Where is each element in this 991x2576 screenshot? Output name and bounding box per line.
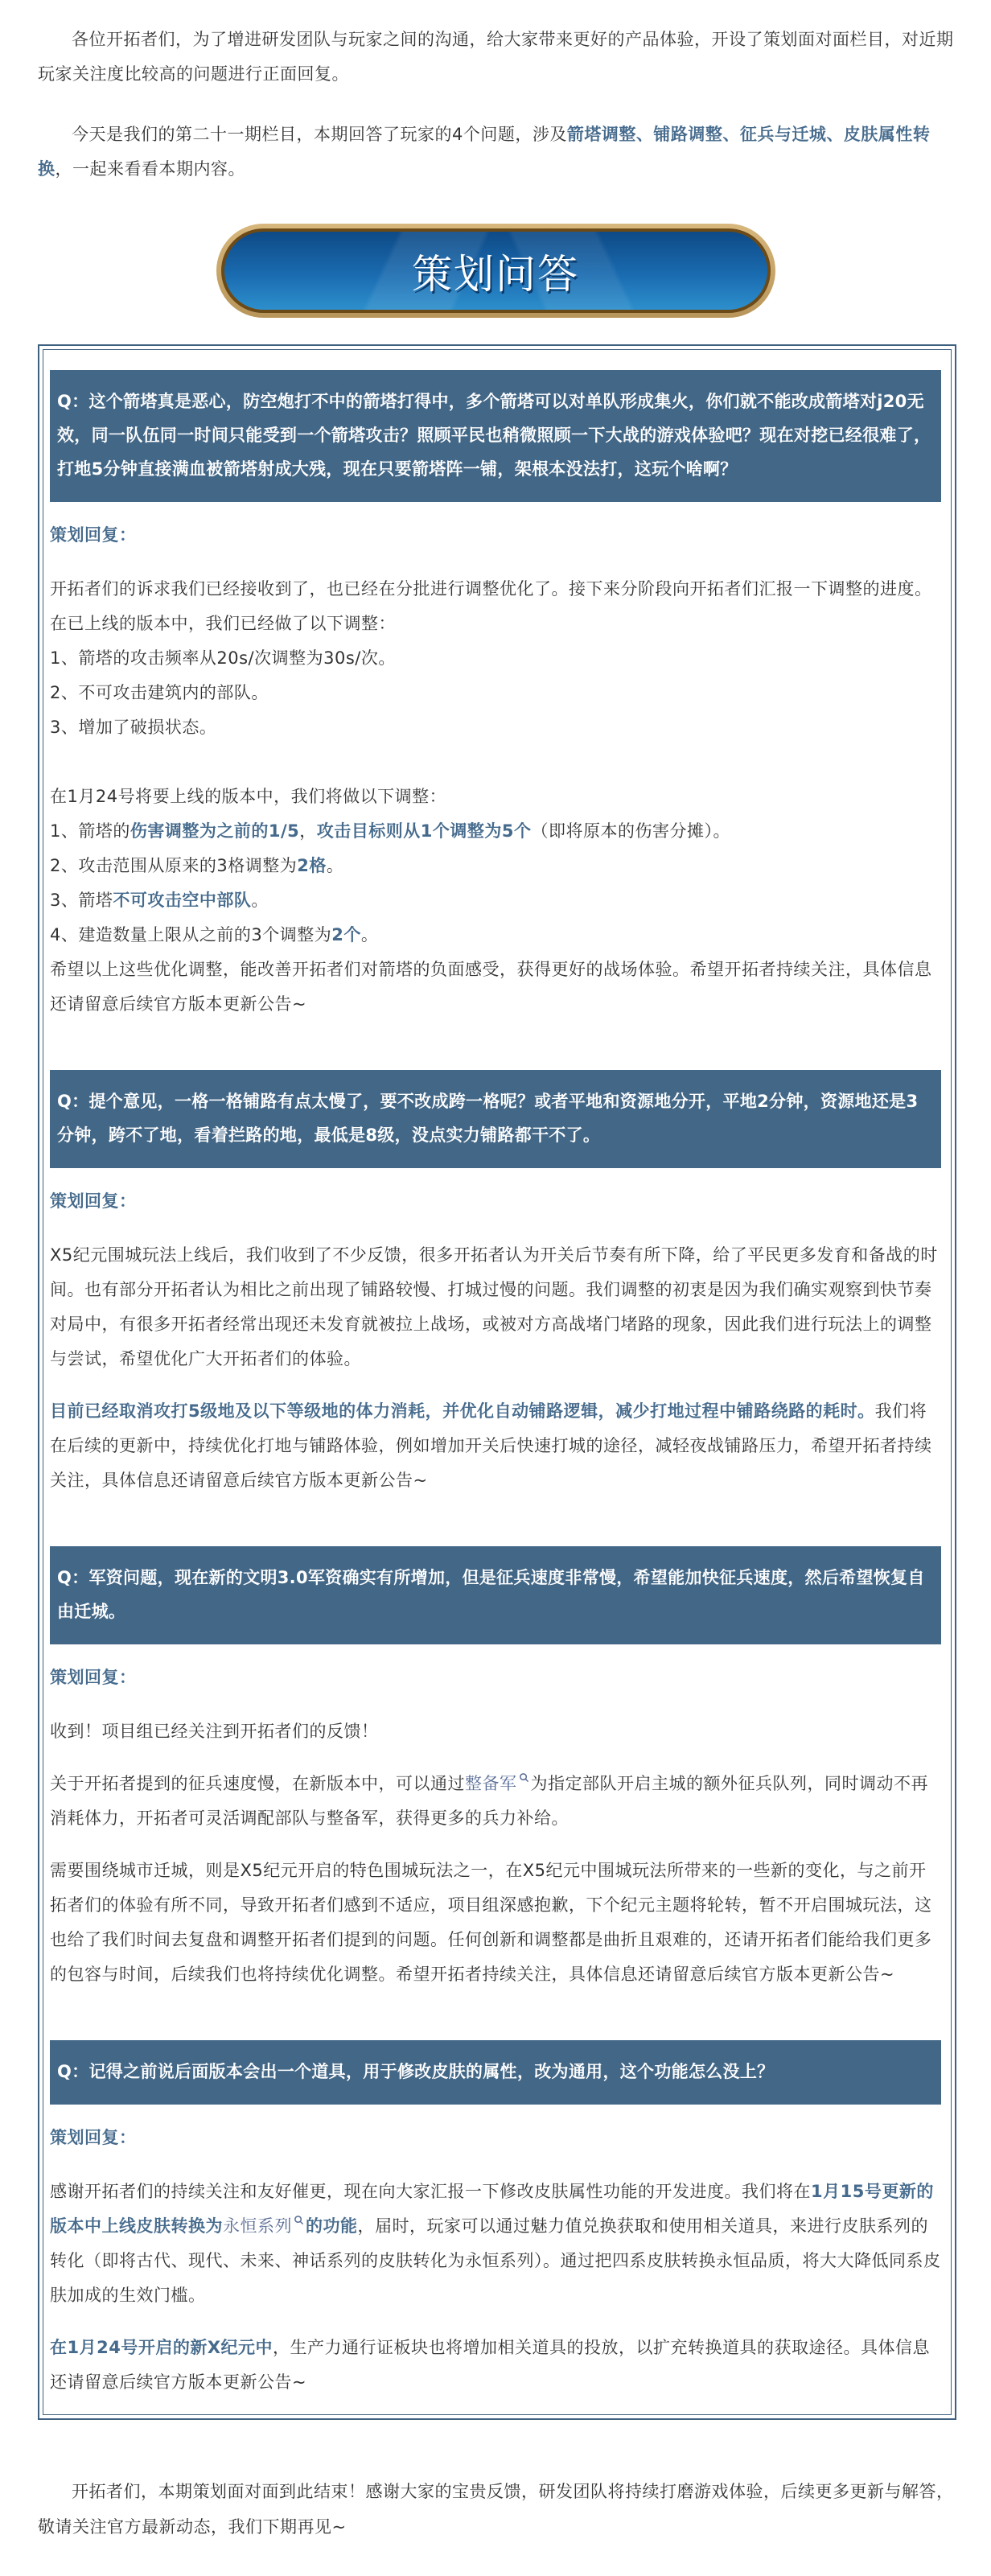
banner-body [221, 228, 771, 313]
answer-paragraph [50, 1767, 941, 1836]
text: 2、攻击范围从原来的3格调整为 [50, 856, 298, 875]
answer-paragraph [50, 1394, 941, 1498]
question-box [50, 370, 941, 502]
text: ，届时，玩家可以通过魅力值兑换获取和使用相关道具，来进行皮肤系列的转化（即将古代、现代、未来、神话系列的皮肤转化为永恒系列）。通过把四系皮肤转换永恒品质，将大大降低同系皮肤加成的生效门槛。 [50, 2216, 941, 2305]
answer-paragraph [50, 2175, 941, 2313]
highlight: 目前已经取消攻打5级地及以下等级地的体力消耗，并优化自动铺路逻辑，减少打地过程中铺路绕路的耗时。 [50, 1401, 875, 1421]
topics-highlight: 箭塔调整、铺路调整、征兵与迁城、皮肤属性转换 [38, 125, 931, 179]
text: 。 [360, 925, 379, 944]
list-item: 2、不可攻击建筑内的部队。 [50, 683, 269, 702]
link-reserve-army[interactable]: 整备军 [465, 1774, 517, 1793]
intro-paragraph-1: 各位开拓者们，为了增进研发团队与玩家之间的沟通，给大家带来更好的产品体验，开设了策划面对面栏目，对近期玩家关注度比较高的问题进行正面回复。 [38, 30, 954, 84]
closing-section [38, 2474, 956, 2545]
question-text: Q：提个意见，一格一格铺路有点太慢了，要不改成跨一格呢？或者平地和资源地分开，平地2分钟，资源地还是3分钟，跨不了地，看着拦路的地，最低是8级，没点实力铺路都干不了。 [57, 1092, 919, 1145]
answer-paragraph: X5纪元围城玩法上线后，我们收到了不少反馈，很多开拓者认为开关后节奏有所下降，给了平民更多发育和备战的时间。也有部分开拓者认为相比之前出现了铺路较慢、打城过慢的问题。我们调整的初衷是因为我们确实观察到快节奏对局中，有很多开拓者经常出现还未发育就被拉上战场，或被对方高战堵门堵路的现象，因此我们进行玩法上的调整与尝试，希望优化广大开拓者们的体验。 [50, 1245, 938, 1368]
question-text: Q：记得之前说后面版本会出一个道具，用于修改皮肤的属性，改为通用，这个功能怎么没上？ [57, 2062, 775, 2081]
spacer [50, 2313, 941, 2331]
text: ， [299, 821, 317, 841]
highlight: 不可攻击空中部队 [113, 891, 252, 910]
answer-paragraph: 开拓者们的诉求我们已经接收到了，也已经在分批进行调整优化了。接下来分阶段向开拓者们汇报一下调整的进度。在已上线的版本中，我们已经做了以下调整： [50, 579, 932, 633]
qa-item-road-paving [50, 1070, 941, 1498]
highlight: 2个 [331, 925, 361, 944]
banner-title: 策划问答 [412, 250, 579, 298]
section-banner [38, 224, 956, 318]
search-icon[interactable] [294, 2215, 304, 2225]
question-text: Q：这个箭塔真是恶心，防空炮打不中的箭塔打得中，多个箭塔可以对单队形成集火，你们就不能改成箭塔对j20无效，同一队伍同一时间只能受到一个箭塔攻击？照顾平民也稍微照顾一下大战的游戏体验吧？现在对挖已经很难了，打地5分钟直接满血被箭塔射成大残，现在只要箭塔阵一铺，架根本没法打，这玩个啥啊？ [57, 392, 931, 479]
answer-paragraph: 需要围绕城市迁城，则是X5纪元开启的特色围城玩法之一，在X5纪元中围城玩法所带来的一些新的变化，与之前开拓者们的体验有所不同，导致开拓者们感到不适应，项目组深感抱歉，下个纪元主题将轮转，暂不开启围城玩法，这也给了我们时间去复盘和调整开拓者们提到的问题。任何创新和调整都是曲折且艰难的，还请开拓者们能给我们更多的包容与时间，后续我们也将持续优化调整。希望开拓者持续关注，具体信息还请留意后续官方版本更新公告~ [50, 1861, 932, 1984]
highlight: 1月15号更新的版本中上线皮肤转换为 [50, 2182, 934, 2236]
reply-label: 策划回复： [50, 1668, 137, 1687]
reply-label: 策划回复： [50, 525, 137, 545]
answer [50, 572, 941, 1022]
qa-item-skin-conversion [50, 2040, 941, 2400]
question-box [50, 1546, 941, 1644]
list-item: 3、增加了破损状态。 [50, 718, 217, 737]
answer-paragraph: 在1月24号将要上线的版本中，我们将做以下调整： [50, 787, 447, 806]
text: 为指定部队开启主城的额外征兵队列，同时调动不再消耗体力，开拓者可灵活调配部队与整备军，获得更多的兵力补给。 [50, 1774, 928, 1828]
spacer [50, 1836, 941, 1854]
answer-paragraph [50, 2331, 941, 2400]
text: 1、箭塔的 [50, 821, 130, 841]
answer [50, 2175, 941, 2400]
text: 4、建造数量上限从之前的3个调整为 [50, 925, 332, 944]
text: 。 [251, 891, 269, 910]
text: 我们将在后续的更新中，持续优化打地与铺路体验，例如增加开关后快速打城的途径，减轻夜战铺路压力，希望开拓者持续关注，具体信息还请留意后续官方版本更新公告~ [50, 1401, 932, 1490]
reply-label: 策划回复： [50, 1191, 137, 1211]
closing-paragraph: 开拓者们，本期策划面对面到此结束！感谢大家的宝贵反馈，研发团队将持续打磨游戏体验，后续更多更新与解答，敬请关注官方最新动态，我们下期再见~ [38, 2482, 954, 2537]
highlight: 在1月24号开启的新X纪元中 [50, 2338, 273, 2357]
reply-label: 策划回复： [50, 2128, 137, 2147]
qa-frame-inner [43, 349, 952, 2415]
text: 感谢开拓者们的持续关注和友好催更，现在向大家汇报一下修改皮肤属性功能的开发进度。我们将在 [50, 2182, 811, 2201]
intro-text: 今天是我们的第二十一期栏目，本期回答了玩家的4个问题，涉及 [72, 125, 567, 144]
intro-section [38, 23, 956, 187]
list-item: 1、箭塔的攻击频率从20s/次调整为30s/次。 [50, 648, 396, 668]
link-eternal-series[interactable]: 永恒系列 [223, 2216, 292, 2236]
highlight: 的功能 [306, 2216, 358, 2236]
list-item [50, 883, 941, 918]
question-box [50, 2040, 941, 2105]
search-icon[interactable] [519, 1772, 529, 1783]
text: 关于开拓者提到的征兵速度慢，在新版本中，可以通过 [50, 1774, 465, 1793]
answer-paragraph: 收到！项目组已经关注到开拓者们的反馈！ [50, 1722, 379, 1741]
highlight: 攻击目标则从1个调整为5个 [316, 821, 532, 841]
question-box [50, 1070, 941, 1168]
intro-text: ，一起来看看本期内容。 [55, 159, 245, 179]
text: ，生产力通行证板块也将增加相关道具的投放，以扩充转换道具的获取途径。具体信息还请留意后续官方版本更新公告~ [50, 2338, 931, 2392]
list-item [50, 918, 941, 953]
text: 3、箭塔 [50, 891, 113, 910]
spacer [50, 745, 941, 780]
spacer [50, 1749, 941, 1767]
highlight: 伤害调整为之前的1/5 [130, 821, 300, 841]
answer [50, 1238, 941, 1498]
qa-item-arrow-tower [50, 370, 941, 1022]
text: 。 [326, 856, 344, 875]
answer-paragraph: 希望以上这些优化调整，能改善开拓者们对箭塔的负面感受，获得更好的战场体验。希望开拓者持续关注，具体信息还请留意后续官方版本更新公告~ [50, 960, 932, 1014]
spacer [50, 1376, 941, 1394]
intro-paragraph-2 [38, 117, 956, 187]
answer [50, 1714, 941, 1992]
text: （即将原本的伤害分摊）。 [531, 821, 731, 841]
question-text: Q：军资问题，现在新的文明3.0军资确实有所增加，但是征兵速度非常慢，希望能加快征兵速度，然后希望恢复自由迁城。 [57, 1568, 925, 1621]
list-item [50, 814, 941, 849]
qa-item-conscription [50, 1546, 941, 1992]
highlight: 2格 [297, 856, 327, 875]
qa-frame [38, 344, 956, 2420]
list-item [50, 849, 941, 883]
banner-frame [216, 224, 775, 318]
